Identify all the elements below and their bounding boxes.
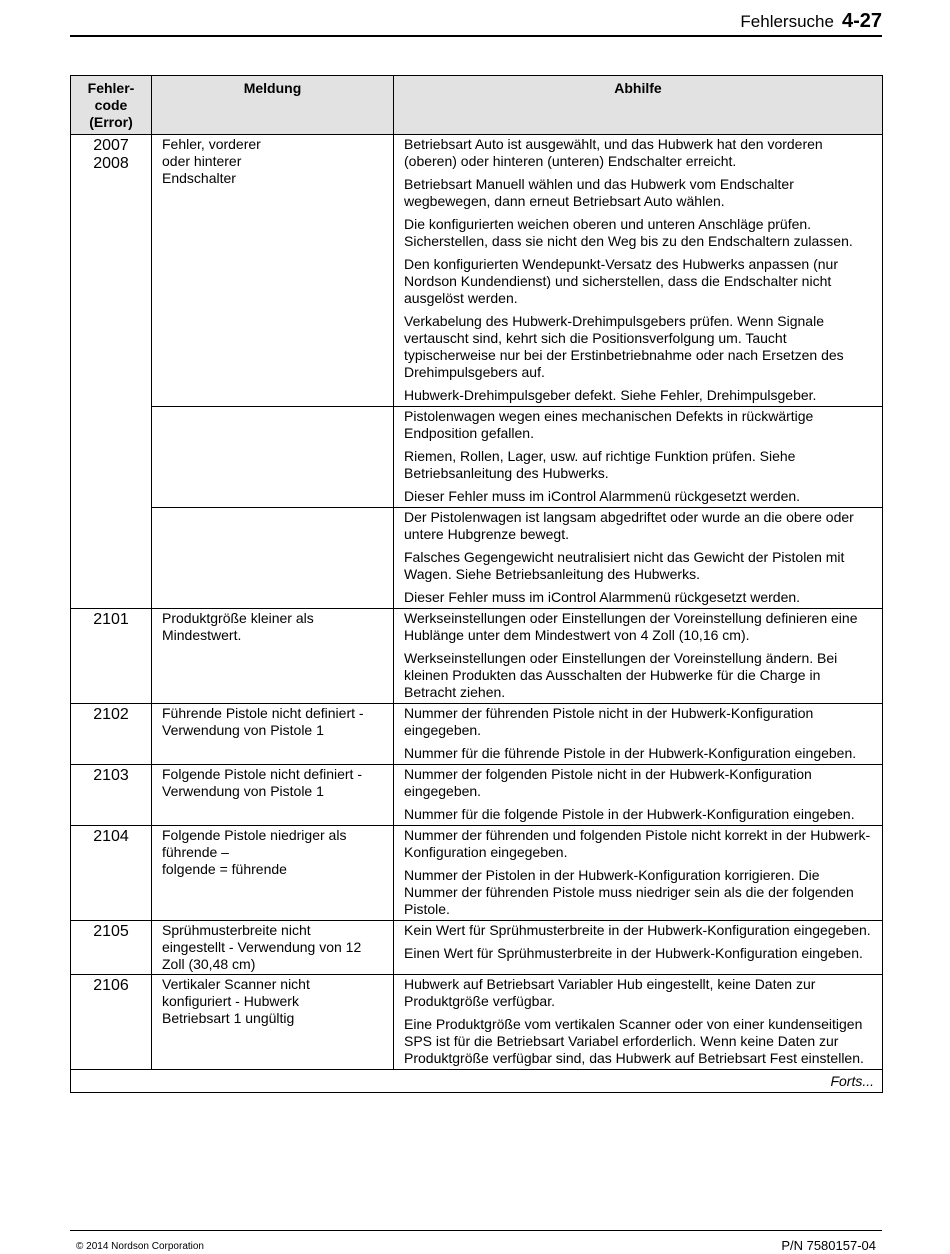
table-header-row — [71, 76, 883, 135]
message-cell: Folgende Pistole niedriger als führende – folgende = führende — [152, 826, 394, 921]
header-error-code: Fehler- code (Error) — [71, 76, 152, 135]
copyright-text: © 2014 Nordson Corporation — [76, 1241, 204, 1252]
remedy-paragraph: Nummer der Pistolen in der Hubwerk-Konfiguration korrigieren. Die Nummer der führenden Pistole muss niedriger sein als die der folgenden Pistole. — [404, 867, 854, 917]
table-row — [71, 407, 883, 508]
message-cell — [152, 407, 394, 508]
error-code-cell — [71, 975, 152, 1070]
remedy-paragraph: Hubwerk-Drehimpulsgeber defekt. Siehe Fehler, Drehimpulsgeber. — [404, 387, 817, 403]
remedy-paragraph: Hubwerk auf Betriebsart Variabler Hub eingestellt, keine Daten zur Produktgröße verfügbar. — [404, 976, 816, 1009]
error-code: 2105 — [93, 923, 129, 940]
remedy-paragraph: Dieser Fehler muss im iControl Alarmmenü rückgesetzt werden. — [404, 488, 801, 504]
remedy-paragraph: Nummer für die führende Pistole in der Hubwerk-Konfiguration eingeben. — [404, 745, 857, 761]
remedy-cell — [394, 609, 883, 704]
message-cell: Führende Pistole nicht definiert - Verwendung von Pistole 1 — [152, 704, 394, 765]
table-row — [71, 704, 883, 765]
section-title: Fehlersuche — [740, 12, 834, 31]
remedy-paragraph: Der Pistolenwagen ist langsam abgedriftet oder wurde an die obere oder untere Hubgrenze bewegt. — [404, 509, 854, 542]
part-number: P/N 7580157-04 — [781, 1238, 876, 1253]
remedy-paragraph: Nummer der führenden Pistole nicht in der Hubwerk-Konfiguration eingegeben. — [404, 705, 814, 738]
error-code: 2104 — [93, 828, 129, 845]
remedy-paragraph: Nummer für die folgende Pistole in der Hubwerk-Konfiguration eingeben. — [404, 806, 855, 822]
table-row — [71, 135, 883, 407]
error-code: 2102 — [93, 706, 129, 723]
page-number: 4-27 — [841, 10, 882, 32]
error-code: 2008 — [93, 155, 129, 172]
error-code-cell — [71, 765, 152, 826]
remedy-paragraph: Die konfigurierten weichen oberen und unteren Anschläge prüfen. Sicherstellen, dass sie nicht den Weg bis zu den Endschaltern zulassen. — [404, 216, 853, 249]
remedy-paragraph: Falsches Gegengewicht neutralisiert nicht das Gewicht der Pistolen mit Wagen. Siehe Betriebsanleitung des Hubwerks. — [404, 549, 845, 582]
table-row — [71, 508, 883, 609]
remedy-paragraph: Riemen, Rollen, Lager, usw. auf richtige Funktion prüfen. Siehe Betriebsanleitung des Hubwerks. — [404, 448, 796, 481]
error-code: 2101 — [93, 611, 129, 628]
message-cell — [152, 508, 394, 609]
remedy-paragraph: Werkseinstellungen oder Einstellungen der Voreinstellung ändern. Bei kleinen Produkten das Ausschalten der Hubwerke für die Charge in Betracht ziehen. — [404, 650, 838, 700]
message-cell: Folgende Pistole nicht definiert - Verwendung von Pistole 1 — [152, 765, 394, 826]
remedy-cell — [394, 508, 883, 609]
error-code-cell — [71, 826, 152, 921]
error-code-cell — [71, 135, 152, 609]
message-cell: Vertikaler Scanner nicht konfiguriert - Hubwerk Betriebsart 1 ungültig — [152, 975, 394, 1070]
remedy-paragraph: Betriebsart Manuell wählen und das Hubwerk vom Endschalter wegbewegen, dann erneut Betriebsart Auto wählen. — [404, 176, 794, 209]
message-cell: Sprühmusterbreite nicht eingestellt - Verwendung von 12 Zoll (30,48 cm) — [152, 921, 394, 975]
remedy-cell — [394, 407, 883, 508]
remedy-paragraph: Den konfigurierten Wendepunkt-Versatz des Hubwerks anpassen (nur Nordson Kundendienst) und sicherstellen, dass die Endschalter nicht ausgelöst werden. — [404, 256, 838, 306]
continued-row — [71, 1070, 883, 1093]
remedy-paragraph: Pistolenwagen wegen eines mechanischen Defekts in rückwärtige Endposition gefallen. — [404, 408, 814, 441]
header-message: Meldung — [152, 76, 394, 135]
remedy-paragraph: Werkseinstellungen oder Einstellungen der Voreinstellung definieren eine Hublänge unter dem Mindestwert von 4 Zoll (10,16 cm). — [404, 610, 858, 643]
error-code-cell — [71, 609, 152, 704]
message-cell: Produktgröße kleiner als Mindestwert. — [152, 609, 394, 704]
remedy-cell — [394, 975, 883, 1070]
error-code-table — [70, 75, 883, 1093]
remedy-paragraph: Verkabelung des Hubwerk-Drehimpulsgebers prüfen. Wenn Signale vertauscht sind, kehrt sich die Positionsverfolgung um. Taucht typischerweise nur bei der Erstinbetriebnahme oder nach Ersetzen des Drehimpulsgebers auf. — [404, 313, 844, 380]
table-row — [71, 975, 883, 1070]
error-code: 2106 — [93, 977, 129, 994]
remedy-paragraph: Einen Wert für Sprühmusterbreite in der Hubwerk-Konfiguration eingeben. — [404, 945, 863, 961]
remedy-cell — [394, 765, 883, 826]
remedy-paragraph: Nummer der folgenden Pistole nicht in der Hubwerk-Konfiguration eingegeben. — [404, 766, 812, 799]
table-row — [71, 765, 883, 826]
remedy-cell — [394, 826, 883, 921]
remedy-paragraph: Nummer der führenden und folgenden Pistole nicht korrekt in der Hubwerk-Konfiguration eingegeben. — [404, 827, 871, 860]
page-footer — [70, 1230, 882, 1253]
remedy-cell — [394, 921, 883, 975]
remedy-paragraph: Betriebsart Auto ist ausgewählt, und das Hubwerk hat den vorderen (oberen) oder hinteren (unteren) Endschalter erreicht. — [404, 136, 823, 169]
table-row — [71, 826, 883, 921]
header-remedy: Abhilfe — [394, 76, 883, 135]
error-code-cell — [71, 704, 152, 765]
remedy-paragraph: Dieser Fehler muss im iControl Alarmmenü rückgesetzt werden. — [404, 589, 801, 605]
error-code: 2007 — [93, 137, 129, 154]
table-row — [71, 921, 883, 975]
error-code: 2103 — [93, 767, 129, 784]
page-header — [70, 10, 882, 37]
remedy-cell — [394, 704, 883, 765]
remedy-paragraph: Eine Produktgröße vom vertikalen Scanner oder von einer kundenseitigen SPS ist für die Betriebsart Variabel erforderlich. Wenn keine Daten zur Produktgröße verfügbar sind, das Hubwerk auf Betriebsart Fest einstellen. — [404, 1016, 864, 1066]
continued-note: Forts... — [71, 1070, 883, 1093]
remedy-cell — [394, 135, 883, 407]
error-code-cell — [71, 921, 152, 975]
table-body — [71, 135, 883, 1070]
message-cell: Fehler, vorderer oder hinterer Endschalter — [152, 135, 394, 407]
table-row — [71, 609, 883, 704]
remedy-paragraph: Kein Wert für Sprühmusterbreite in der Hubwerk-Konfiguration eingegeben. — [404, 922, 871, 938]
